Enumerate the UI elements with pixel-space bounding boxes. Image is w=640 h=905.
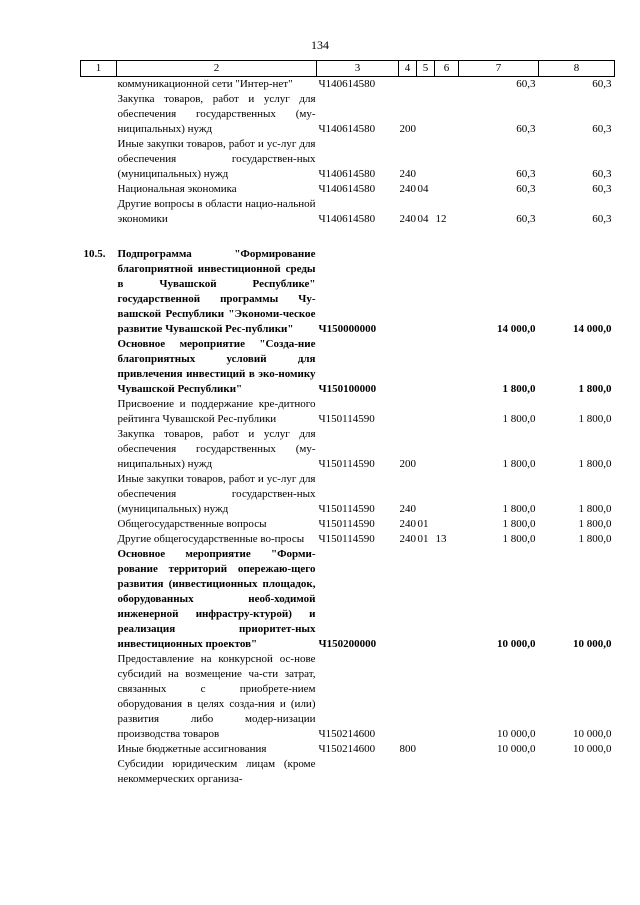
row-value-2023: 1 800,0 [502,413,536,425]
row-value-2024: 1 800,0 [578,518,612,530]
table-row [81,92,615,137]
row-vr: 240 [399,168,416,180]
column-header: 6 [435,61,459,77]
table-row [81,182,615,197]
row-number [81,197,117,227]
row-rz: 04 [417,213,429,225]
row-number [81,742,117,757]
row-value-2024: 60,3 [592,213,612,225]
column-header: 7 [459,61,539,77]
table-row [81,137,615,182]
row-name: Закупка товаров, работ и услуг для обеспечения государственных (му-ниципальных) нужд [117,93,316,135]
row-name: Предоставление на конкурсной ос-нове субсидий на возмещение ча-сти затрат, связанных с приобрете-нием оборудования в целях созда-ния и (или) развития либо модер-низации производства товаров [117,653,316,740]
row-pr [435,92,459,137]
row-vr: 240 [399,503,416,515]
row-pr [435,182,459,197]
row-value-2023: 60,3 [516,123,536,135]
table-row [81,532,615,547]
table-row [81,472,615,517]
row-name: Закупка товаров, работ и услуг для обеспечения государственных (му-ниципальных) нужд [117,428,316,470]
row-pr [435,517,459,532]
row-pr [435,137,459,182]
row-rz [417,92,435,137]
row-vr [399,547,417,652]
row-code: Ч140614580 [318,123,376,135]
row-name: Национальная экономика [117,183,237,195]
row-vr [399,337,417,397]
row-value-2023: 60,3 [516,168,536,180]
row-rz: 01 [417,533,429,545]
row-code: Ч150000000 [318,323,377,335]
row-rz: 01 [417,518,429,530]
column-header: 4 [399,61,417,77]
row-value-2024: 1 800,0 [578,533,612,545]
row-name: Субсидии юридическим лицам (кроме некоммерческих организа- [117,758,316,785]
row-pr [435,547,459,652]
row-code: Ч140614580 [318,213,376,225]
row-value-2024: 60,3 [592,123,612,135]
row-vr [399,247,417,337]
row-code: Ч140614580 [318,183,376,195]
row-pr [435,397,459,427]
table-header-row [81,61,615,77]
column-header: 8 [539,61,615,77]
row-number [81,92,117,137]
row-value-2024: 60,3 [592,78,612,90]
row-value-2024: 60,3 [592,183,612,195]
row-number [81,137,117,182]
row-vr: 240 [399,518,416,530]
row-name: коммуникационной сети "Интер-нет" [117,78,293,90]
table-row [81,227,615,247]
row-value-2024 [539,757,615,787]
row-rz [417,472,435,517]
row-pr [435,742,459,757]
row-rz [417,337,435,397]
row-rz [417,427,435,472]
row-value-2023: 10 000,0 [497,728,536,740]
table-row [81,757,615,787]
row-pr [435,757,459,787]
row-spacer [81,227,615,247]
row-pr [435,427,459,472]
row-number [81,472,117,517]
table-row [81,517,615,532]
row-rz [417,77,435,93]
row-vr [399,757,417,787]
row-value-2024: 1 800,0 [578,503,612,515]
row-number [81,182,117,197]
row-value-2023: 1 800,0 [502,503,536,515]
table-row [81,742,615,757]
row-number: 10.5. [83,248,106,260]
row-name: Общегосударственные вопросы [117,518,267,530]
row-code: Ч150100000 [318,383,377,395]
page-number: 134 [311,38,329,52]
table-row [81,652,615,742]
row-pr [435,472,459,517]
row-vr [399,397,417,427]
row-value-2023: 1 800,0 [502,533,536,545]
row-pr: 13 [435,533,447,545]
row-rz [417,137,435,182]
row-name: Основное мероприятие "Форми-рование территорий опережаю-щего развития (инвестиционных площадок, оборудованных необ-ходимой инженерной инфрастру-ктурой) и реализация приоритет-ных инвестиционных проектов" [117,548,316,650]
row-name: Другие общегосударственные во-просы [117,533,305,545]
row-value-2023: 1 800,0 [502,383,536,395]
row-code: Ч150214600 [318,743,376,755]
row-value-2024: 1 800,0 [578,413,612,425]
row-number [81,547,117,652]
row-value-2024: 10 000,0 [573,638,612,650]
row-rz [417,247,435,337]
column-header: 2 [117,61,317,77]
table-row [81,247,615,337]
column-header: 5 [417,61,435,77]
row-rz: 04 [417,183,429,195]
table-row [81,547,615,652]
row-rz [417,742,435,757]
row-pr: 12 [435,213,447,225]
row-pr [435,652,459,742]
row-rz [417,547,435,652]
row-code: Ч150114590 [318,503,375,515]
row-value-2023: 10 000,0 [497,638,536,650]
row-code: Ч140614580 [318,168,376,180]
table-row [81,337,615,397]
row-vr: 240 [399,183,416,195]
table-row [81,397,615,427]
row-pr [435,77,459,93]
row-value-2023: 60,3 [516,78,536,90]
column-header: 1 [81,61,117,77]
row-value-2024: 10 000,0 [573,728,612,740]
column-header: 3 [317,61,399,77]
row-vr [399,77,417,93]
row-value-2024: 10 000,0 [573,743,612,755]
row-value-2024: 60,3 [592,168,612,180]
row-value-2023: 10 000,0 [497,743,536,755]
row-vr: 240 [399,533,416,545]
row-value-2023: 1 800,0 [502,458,536,470]
row-rz [417,757,435,787]
row-number [81,397,117,427]
row-code: Ч150114590 [318,518,375,530]
row-name: Подпрограмма "Формирование благоприятной инвестиционной среды в Чувашской Республике" государственной программы Чу-вашской Республики "Экономи-ческое развитие Чувашской Рес-публики" [117,248,316,335]
row-number [81,337,117,397]
row-code: Ч140614580 [318,78,376,90]
row-vr: 200 [399,123,416,135]
row-name: Другие вопросы в области нацио-нальной экономики [117,198,316,225]
row-value-2023: 14 000,0 [497,323,536,335]
row-name: Иные закупки товаров, работ и ус-луг для обеспечения государствен-ных (муниципальных) нужд [117,473,316,515]
row-name: Иные бюджетные ассигнования [117,743,267,755]
row-pr [435,247,459,337]
row-code: Ч150200000 [318,638,377,650]
row-rz [417,652,435,742]
row-rz [417,397,435,427]
row-code [317,757,399,787]
row-value-2023: 60,3 [516,183,536,195]
row-code: Ч150214600 [318,728,376,740]
row-name: Присвоение и поддержание кре-дитного рейтинга Чувашской Рес-публики [117,398,316,425]
row-name: Иные закупки товаров, работ и ус-луг для обеспечения государствен-ных (муниципальных) нужд [117,138,316,180]
row-value-2024: 14 000,0 [573,323,612,335]
row-vr: 800 [399,743,416,755]
row-code: Ч150114590 [318,413,375,425]
row-pr [435,337,459,397]
row-number [81,427,117,472]
table-row [81,197,615,227]
row-name: Основное мероприятие "Созда-ние благоприятных условий для привлечения инвестиций в эко-номику Чувашской Республики" [117,338,316,395]
row-number [81,517,117,532]
budget-table [80,60,615,787]
row-number [81,652,117,742]
row-vr: 200 [399,458,416,470]
row-vr [399,652,417,742]
row-value-2024: 1 800,0 [578,458,612,470]
row-number [81,757,117,787]
row-value-2023: 1 800,0 [502,518,536,530]
table-row [81,427,615,472]
row-code: Ч150114590 [318,458,375,470]
table-row [81,77,615,93]
row-value-2023: 60,3 [516,213,536,225]
row-code: Ч150114590 [318,533,375,545]
row-vr: 240 [399,213,416,225]
row-value-2023 [459,757,539,787]
row-number [81,77,117,93]
row-value-2024: 1 800,0 [578,383,612,395]
row-number [81,532,117,547]
